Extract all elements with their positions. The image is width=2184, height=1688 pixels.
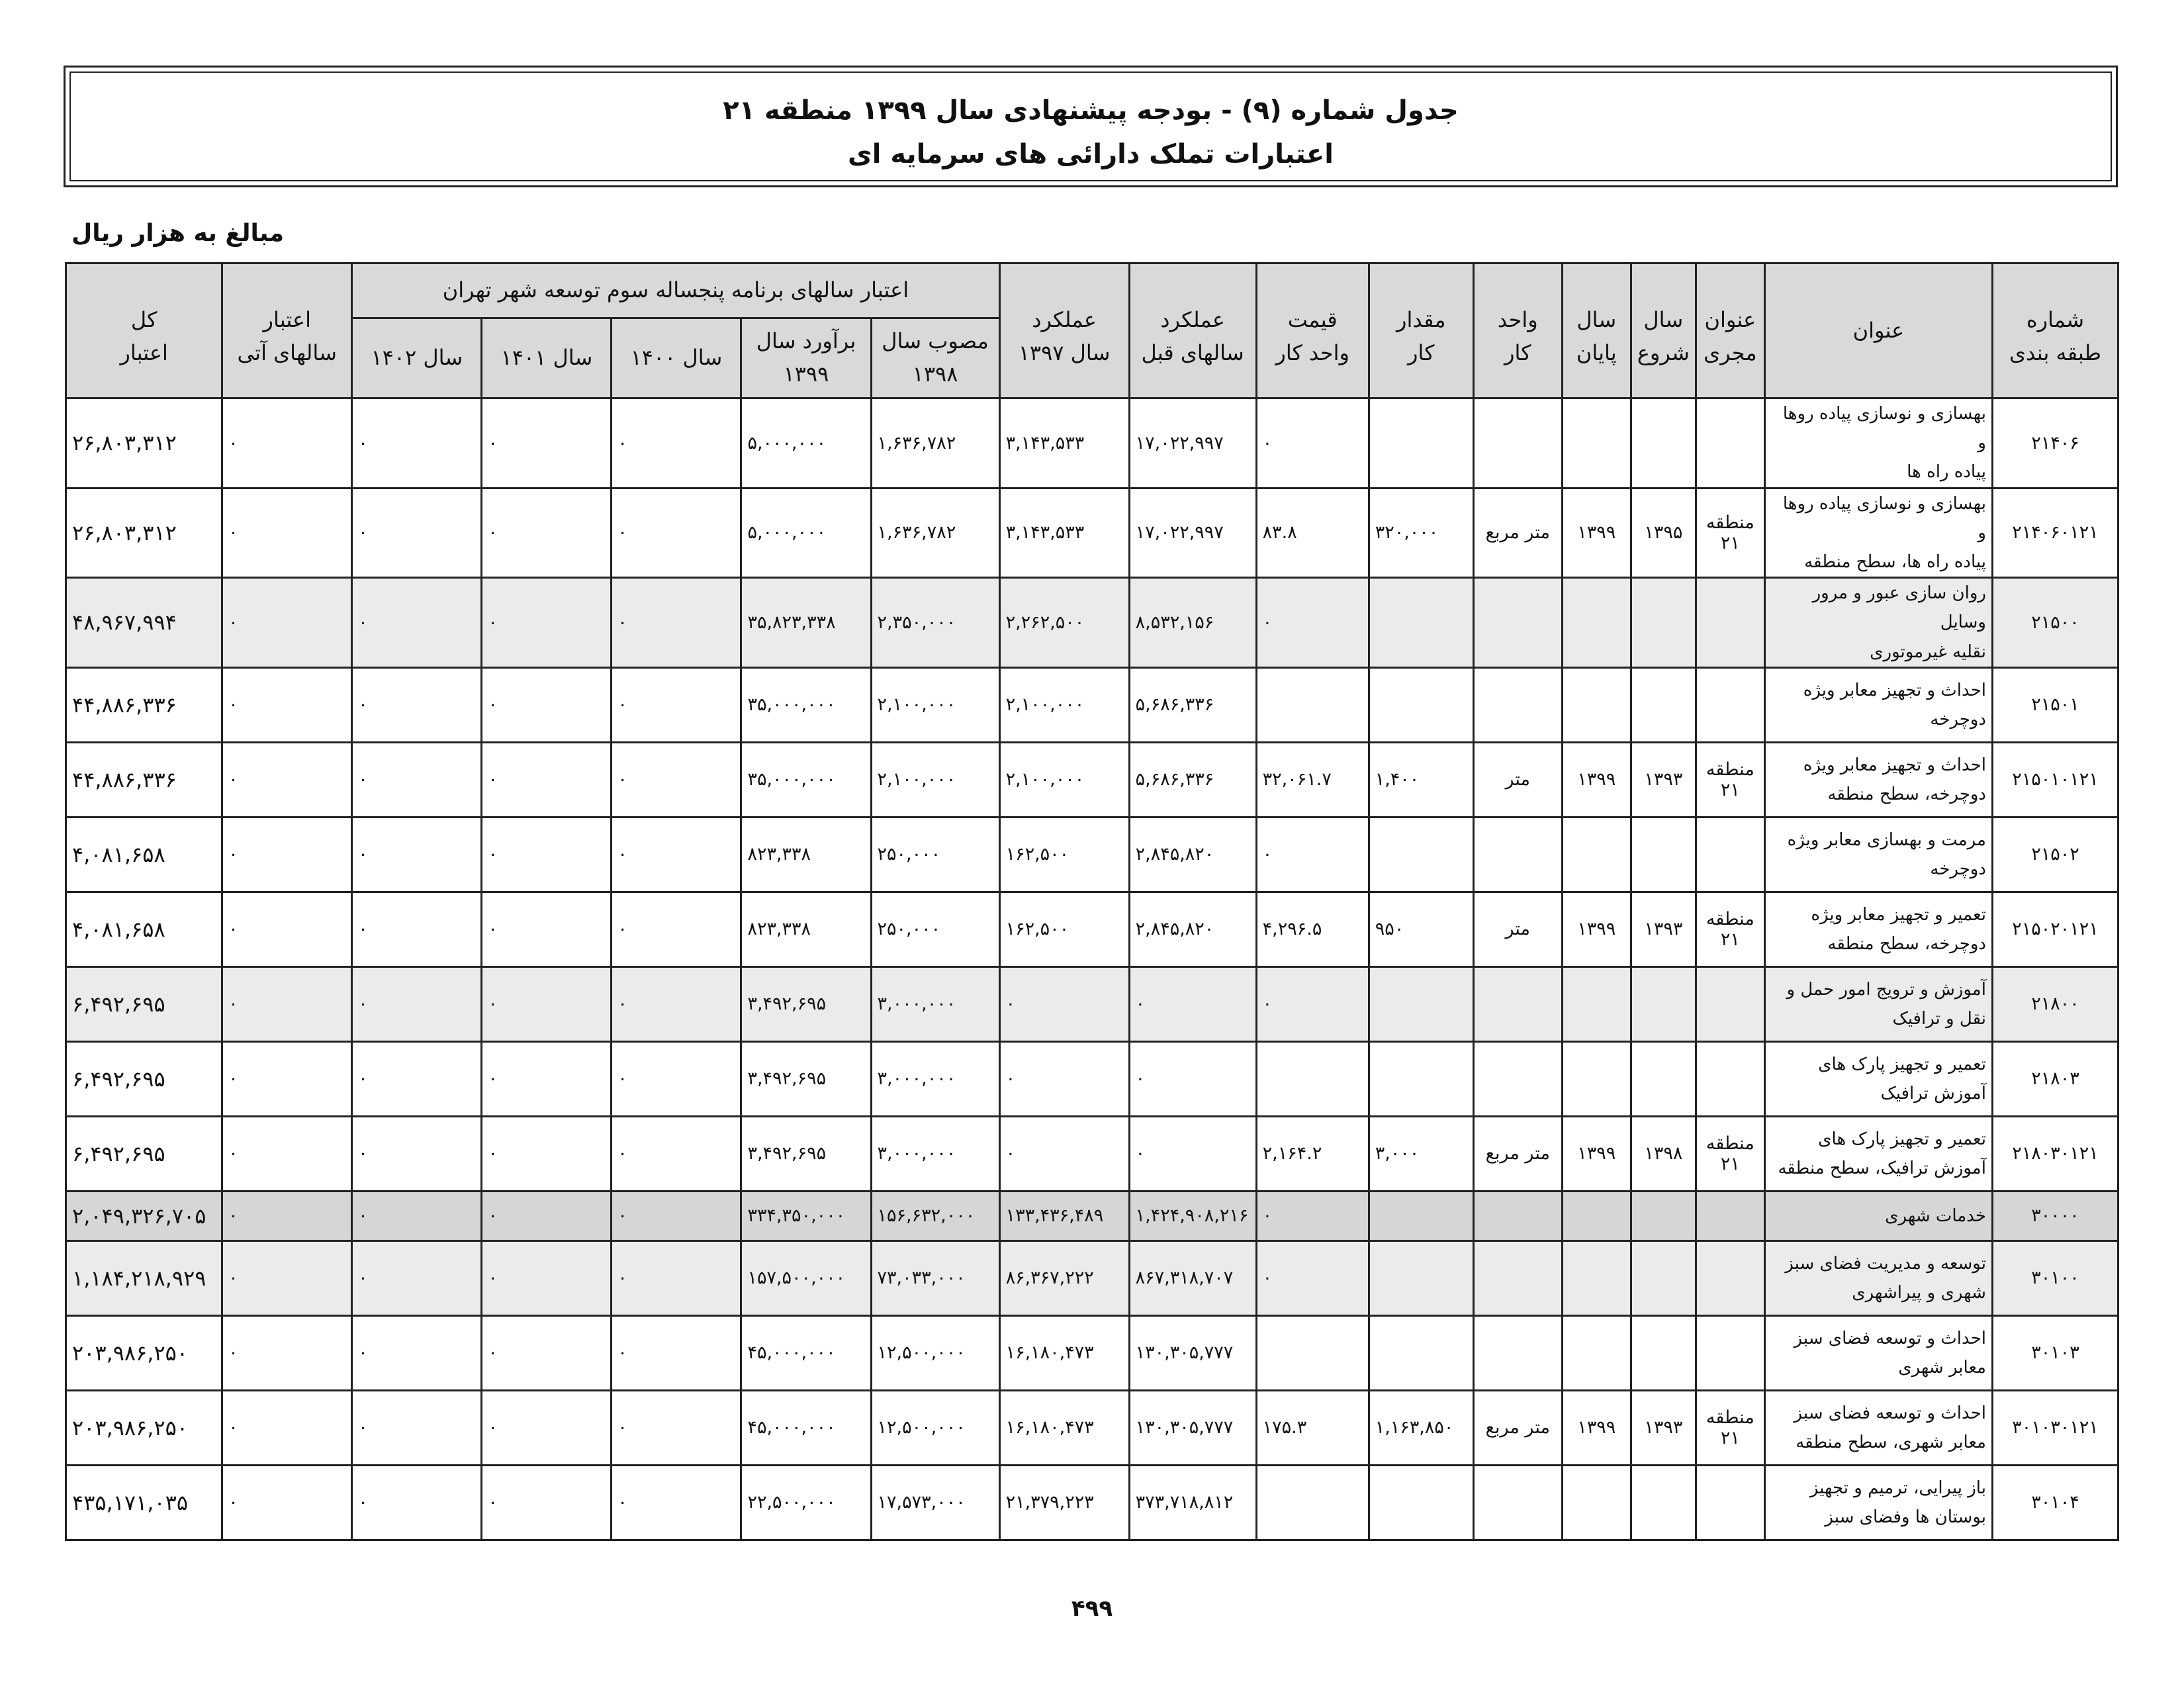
cell-total: ۲۶,۸۰۳,۳۱۲ bbox=[66, 488, 222, 578]
cell-start-year bbox=[1631, 667, 1696, 742]
cell-unit bbox=[1473, 1315, 1562, 1390]
cell-estimate-1399: ۱۵۷,۵۰۰,۰۰۰ bbox=[741, 1241, 871, 1315]
cell-unit-price: ۰ bbox=[1256, 578, 1369, 668]
cell-total: ۶,۴۹۲,۶۹۵ bbox=[66, 966, 222, 1041]
cell-unit-price: ۰ bbox=[1256, 399, 1369, 489]
cell-executor: منطقه ۲۱ bbox=[1696, 488, 1764, 578]
cell-approved-1398: ۳,۰۰۰,۰۰۰ bbox=[871, 1116, 999, 1191]
cell-year-1400: ۰ bbox=[612, 578, 741, 668]
cell-quantity: ۹۵۰ bbox=[1369, 892, 1473, 966]
cell-year-1401: ۰ bbox=[482, 399, 612, 489]
cell-perf-1397: ۱۶,۱۸۰,۴۷۳ bbox=[999, 1315, 1129, 1390]
cell-quantity bbox=[1369, 578, 1473, 668]
col-total: کل اعتبار bbox=[66, 263, 222, 399]
cell-title: باز پیرایی، ترمیم و تجهیز بوستان ها وفضای سبز bbox=[1764, 1465, 1992, 1540]
cell-estimate-1399: ۵,۰۰۰,۰۰۰ bbox=[741, 399, 871, 489]
cell-title: احداث و تجهیز معابر ویژه دوچرخه، سطح منطقه bbox=[1764, 742, 1992, 817]
col-perf-prior: عملکرد سالهای قبل bbox=[1129, 263, 1256, 399]
col-class-no: شماره طبقه بندی bbox=[1992, 263, 2118, 399]
cell-unit: متر bbox=[1473, 892, 1562, 966]
cell-year-1401: ۰ bbox=[482, 578, 612, 668]
cell-perf-1397: ۱۶۲,۵۰۰ bbox=[999, 817, 1129, 892]
cell-year-1400: ۰ bbox=[612, 1191, 741, 1241]
cell-unit bbox=[1473, 578, 1562, 668]
cell-future: ۰ bbox=[222, 399, 352, 489]
cell-perf-1397: ۲,۱۰۰,۰۰۰ bbox=[999, 667, 1129, 742]
cell-year-1402: ۰ bbox=[352, 1390, 482, 1465]
table-header bbox=[66, 263, 2118, 399]
cell-year-1401: ۰ bbox=[482, 1315, 612, 1390]
cell-title: آموزش و ترویج امور حمل و نقل و ترافیک bbox=[1764, 966, 1992, 1041]
table-row bbox=[66, 1390, 2118, 1465]
cell-year-1401: ۰ bbox=[482, 742, 612, 817]
col-approved-1398: مصوب سال ۱۳۹۸ bbox=[871, 318, 999, 399]
cell-year-1400: ۰ bbox=[612, 1315, 741, 1390]
table-row bbox=[66, 578, 2118, 668]
cell-unit-price: ۸۳.۸ bbox=[1256, 488, 1369, 578]
cell-perf-prior: ۲,۸۴۵,۸۲۰ bbox=[1129, 892, 1256, 966]
cell-year-1401: ۰ bbox=[482, 667, 612, 742]
cell-year-1401: ۰ bbox=[482, 1241, 612, 1315]
cell-year-1402: ۰ bbox=[352, 1041, 482, 1116]
cell-end-year bbox=[1562, 966, 1631, 1041]
cell-perf-1397: ۱۳۳,۴۳۶,۴۸۹ bbox=[999, 1191, 1129, 1241]
cell-year-1400: ۰ bbox=[612, 1041, 741, 1116]
cell-end-year bbox=[1562, 1315, 1631, 1390]
cell-title: بهسازی و نوسازی پیاده روها و پیاده راه ها bbox=[1764, 399, 1992, 489]
cell-quantity bbox=[1369, 817, 1473, 892]
cell-approved-1398: ۱۲,۵۰۰,۰۰۰ bbox=[871, 1390, 999, 1465]
cell-end-year: ۱۳۹۹ bbox=[1562, 1116, 1631, 1191]
cell-quantity bbox=[1369, 966, 1473, 1041]
col-executor: عنوان مجری bbox=[1696, 263, 1764, 399]
cell-year-1402: ۰ bbox=[352, 667, 482, 742]
cell-unit-price: ۳۲,۰۶۱.۷ bbox=[1256, 742, 1369, 817]
cell-unit: متر مربع bbox=[1473, 488, 1562, 578]
cell-approved-1398: ۲,۱۰۰,۰۰۰ bbox=[871, 742, 999, 817]
cell-perf-prior: ۱۷,۰۲۲,۹۹۷ bbox=[1129, 488, 1256, 578]
cell-estimate-1399: ۳۵,۸۲۳,۳۳۸ bbox=[741, 578, 871, 668]
cell-end-year bbox=[1562, 1241, 1631, 1315]
col-future: اعتبار سالهای آتی bbox=[222, 263, 352, 399]
cell-perf-1397: ۰ bbox=[999, 966, 1129, 1041]
cell-total: ۴,۰۸۱,۶۵۸ bbox=[66, 892, 222, 966]
table-row bbox=[66, 817, 2118, 892]
cell-unit-price: ۰ bbox=[1256, 1191, 1369, 1241]
cell-class-no: ۲۱۵۰۱۰۱۲۱ bbox=[1992, 742, 2118, 817]
col-year-1401: سال ۱۴۰۱ bbox=[482, 318, 612, 399]
cell-future: ۰ bbox=[222, 892, 352, 966]
cell-class-no: ۲۱۸۰۳۰۱۲۱ bbox=[1992, 1116, 2118, 1191]
cell-year-1401: ۰ bbox=[482, 1465, 612, 1540]
cell-unit bbox=[1473, 1465, 1562, 1540]
col-year-1400: سال ۱۴۰۰ bbox=[612, 318, 741, 399]
cell-year-1402: ۰ bbox=[352, 1116, 482, 1191]
col-end-year: سال پایان bbox=[1562, 263, 1631, 399]
cell-estimate-1399: ۵,۰۰۰,۰۰۰ bbox=[741, 488, 871, 578]
cell-perf-prior: ۰ bbox=[1129, 966, 1256, 1041]
cell-future: ۰ bbox=[222, 1191, 352, 1241]
cell-class-no: ۲۱۴۰۶ bbox=[1992, 399, 2118, 489]
cell-perf-prior: ۱,۴۲۴,۹۰۸,۲۱۶ bbox=[1129, 1191, 1256, 1241]
units-note: مبالغ به هزار ریال bbox=[71, 220, 284, 247]
col-perf-1397: عملکرد سال ۱۳۹۷ bbox=[999, 263, 1129, 399]
cell-perf-prior: ۵,۶۸۶,۳۳۶ bbox=[1129, 742, 1256, 817]
cell-class-no: ۲۱۸۰۳ bbox=[1992, 1041, 2118, 1116]
cell-quantity bbox=[1369, 1241, 1473, 1315]
cell-year-1401: ۰ bbox=[482, 892, 612, 966]
cell-total: ۲۶,۸۰۳,۳۱۲ bbox=[66, 399, 222, 489]
cell-year-1402: ۰ bbox=[352, 1465, 482, 1540]
cell-year-1402: ۰ bbox=[352, 1315, 482, 1390]
table-row bbox=[66, 399, 2118, 489]
cell-title: احداث و توسعه فضای سبز معابر شهری bbox=[1764, 1315, 1992, 1390]
cell-unit bbox=[1473, 966, 1562, 1041]
cell-title: تعمیر و تجهیز پارک های آموزش ترافیک bbox=[1764, 1041, 1992, 1116]
cell-future: ۰ bbox=[222, 742, 352, 817]
cell-executor bbox=[1696, 1465, 1764, 1540]
cell-start-year: ۱۳۹۵ bbox=[1631, 488, 1696, 578]
cell-start-year: ۱۳۹۳ bbox=[1631, 1390, 1696, 1465]
cell-estimate-1399: ۳,۴۹۲,۶۹۵ bbox=[741, 966, 871, 1041]
cell-start-year: ۱۳۹۳ bbox=[1631, 892, 1696, 966]
table-row bbox=[66, 1315, 2118, 1390]
cell-start-year: ۱۳۹۳ bbox=[1631, 742, 1696, 817]
cell-executor bbox=[1696, 578, 1764, 668]
cell-perf-prior: ۲,۸۴۵,۸۲۰ bbox=[1129, 817, 1256, 892]
cell-unit-price: ۱۷۵.۳ bbox=[1256, 1390, 1369, 1465]
cell-year-1402: ۰ bbox=[352, 578, 482, 668]
cell-estimate-1399: ۸۲۳,۳۳۸ bbox=[741, 817, 871, 892]
cell-unit bbox=[1473, 399, 1562, 489]
cell-unit-price bbox=[1256, 1041, 1369, 1116]
col-plan-group: اعتبار سالهای برنامه پنجساله سوم توسعه شهر تهران bbox=[352, 263, 999, 318]
cell-end-year: ۱۳۹۹ bbox=[1562, 742, 1631, 817]
cell-executor bbox=[1696, 817, 1764, 892]
cell-year-1402: ۰ bbox=[352, 1241, 482, 1315]
cell-year-1401: ۰ bbox=[482, 1191, 612, 1241]
cell-approved-1398: ۱۷,۵۷۳,۰۰۰ bbox=[871, 1465, 999, 1540]
cell-start-year: ۱۳۹۸ bbox=[1631, 1116, 1696, 1191]
cell-title: مرمت و بهسازی معابر ویژه دوچرخه bbox=[1764, 817, 1992, 892]
cell-unit bbox=[1473, 1041, 1562, 1116]
cell-start-year bbox=[1631, 1191, 1696, 1241]
cell-start-year bbox=[1631, 966, 1696, 1041]
cell-estimate-1399: ۲۲,۵۰۰,۰۰۰ bbox=[741, 1465, 871, 1540]
cell-perf-1397: ۰ bbox=[999, 1116, 1129, 1191]
cell-approved-1398: ۱۵۶,۶۳۲,۰۰۰ bbox=[871, 1191, 999, 1241]
cell-perf-1397: ۱۶,۱۸۰,۴۷۳ bbox=[999, 1390, 1129, 1465]
cell-end-year bbox=[1562, 1041, 1631, 1116]
cell-executor bbox=[1696, 1041, 1764, 1116]
cell-executor bbox=[1696, 1315, 1764, 1390]
cell-future: ۰ bbox=[222, 488, 352, 578]
cell-end-year bbox=[1562, 817, 1631, 892]
cell-total: ۱,۱۸۴,۲۱۸,۹۲۹ bbox=[66, 1241, 222, 1315]
cell-unit-price bbox=[1256, 667, 1369, 742]
cell-year-1402: ۰ bbox=[352, 1191, 482, 1241]
cell-start-year bbox=[1631, 578, 1696, 668]
title-box bbox=[64, 66, 2118, 187]
cell-estimate-1399: ۳,۴۹۲,۶۹۵ bbox=[741, 1116, 871, 1191]
cell-future: ۰ bbox=[222, 578, 352, 668]
cell-end-year: ۱۳۹۹ bbox=[1562, 892, 1631, 966]
cell-quantity: ۱,۱۶۳,۸۵۰ bbox=[1369, 1390, 1473, 1465]
cell-total: ۶,۴۹۲,۶۹۵ bbox=[66, 1116, 222, 1191]
cell-estimate-1399: ۳۳۴,۳۵۰,۰۰۰ bbox=[741, 1191, 871, 1241]
cell-year-1400: ۰ bbox=[612, 742, 741, 817]
cell-total: ۴,۰۸۱,۶۵۸ bbox=[66, 817, 222, 892]
cell-quantity: ۳,۰۰۰ bbox=[1369, 1116, 1473, 1191]
cell-total: ۲,۰۴۹,۳۲۶,۷۰۵ bbox=[66, 1191, 222, 1241]
cell-perf-prior: ۸۶۷,۳۱۸,۷۰۷ bbox=[1129, 1241, 1256, 1315]
cell-perf-prior: ۰ bbox=[1129, 1116, 1256, 1191]
cell-title: خدمات شهری bbox=[1764, 1191, 1992, 1241]
cell-unit-price bbox=[1256, 1315, 1369, 1390]
cell-future: ۰ bbox=[222, 817, 352, 892]
cell-estimate-1399: ۳۵,۰۰۰,۰۰۰ bbox=[741, 742, 871, 817]
cell-executor: منطقه ۲۱ bbox=[1696, 892, 1764, 966]
cell-approved-1398: ۲,۱۰۰,۰۰۰ bbox=[871, 667, 999, 742]
cell-start-year bbox=[1631, 817, 1696, 892]
cell-quantity: ۱,۴۰۰ bbox=[1369, 742, 1473, 817]
cell-executor bbox=[1696, 399, 1764, 489]
cell-end-year bbox=[1562, 1191, 1631, 1241]
cell-unit: متر مربع bbox=[1473, 1116, 1562, 1191]
cell-end-year bbox=[1562, 399, 1631, 489]
cell-total: ۶,۴۹۲,۶۹۵ bbox=[66, 1041, 222, 1116]
cell-perf-1397: ۲,۲۶۲,۵۰۰ bbox=[999, 578, 1129, 668]
cell-class-no: ۲۱۴۰۶۰۱۲۱ bbox=[1992, 488, 2118, 578]
cell-perf-1397: ۰ bbox=[999, 1041, 1129, 1116]
cell-executor bbox=[1696, 966, 1764, 1041]
table-subtitle: اعتبارات تملک دارائی های سرمایه ای bbox=[848, 139, 1334, 169]
cell-future: ۰ bbox=[222, 1315, 352, 1390]
cell-class-no: ۳۰۱۰۳ bbox=[1992, 1315, 2118, 1390]
cell-class-no: ۲۱۵۰۲ bbox=[1992, 817, 2118, 892]
cell-executor: منطقه ۲۱ bbox=[1696, 1390, 1764, 1465]
cell-year-1400: ۰ bbox=[612, 1241, 741, 1315]
cell-title: احداث و تجهیز معابر ویژه دوچرخه bbox=[1764, 667, 1992, 742]
cell-approved-1398: ۱,۶۳۶,۷۸۲ bbox=[871, 488, 999, 578]
cell-year-1400: ۰ bbox=[612, 1465, 741, 1540]
cell-quantity bbox=[1369, 1041, 1473, 1116]
cell-perf-1397: ۲۱,۳۷۹,۲۲۳ bbox=[999, 1465, 1129, 1540]
cell-total: ۲۰۳,۹۸۶,۲۵۰ bbox=[66, 1315, 222, 1390]
table-row bbox=[66, 667, 2118, 742]
cell-approved-1398: ۱,۶۳۶,۷۸۲ bbox=[871, 399, 999, 489]
cell-quantity bbox=[1369, 1315, 1473, 1390]
cell-executor: منطقه ۲۱ bbox=[1696, 1116, 1764, 1191]
cell-unit-price: ۰ bbox=[1256, 1241, 1369, 1315]
cell-perf-1397: ۸۶,۳۶۷,۲۲۲ bbox=[999, 1241, 1129, 1315]
cell-year-1402: ۰ bbox=[352, 742, 482, 817]
cell-perf-1397: ۲,۱۰۰,۰۰۰ bbox=[999, 742, 1129, 817]
cell-end-year bbox=[1562, 578, 1631, 668]
cell-executor bbox=[1696, 1241, 1764, 1315]
cell-start-year bbox=[1631, 1241, 1696, 1315]
cell-title: تعمیر و تجهیز معابر ویژه دوچرخه، سطح منطقه bbox=[1764, 892, 1992, 966]
cell-quantity bbox=[1369, 667, 1473, 742]
cell-unit bbox=[1473, 667, 1562, 742]
cell-total: ۴۴,۸۸۶,۳۳۶ bbox=[66, 667, 222, 742]
cell-estimate-1399: ۸۲۳,۳۳۸ bbox=[741, 892, 871, 966]
cell-unit-price bbox=[1256, 1465, 1369, 1540]
cell-total: ۴۳۵,۱۷۱,۰۳۵ bbox=[66, 1465, 222, 1540]
table-row bbox=[66, 1116, 2118, 1191]
cell-perf-prior: ۱۷,۰۲۲,۹۹۷ bbox=[1129, 399, 1256, 489]
title-box-inner bbox=[69, 71, 2112, 181]
table-row bbox=[66, 488, 2118, 578]
col-unit: واحد کار bbox=[1473, 263, 1562, 399]
col-unit-price: قیمت واحد کار bbox=[1256, 263, 1369, 399]
cell-estimate-1399: ۴۵,۰۰۰,۰۰۰ bbox=[741, 1390, 871, 1465]
table-row bbox=[66, 742, 2118, 817]
cell-perf-1397: ۳,۱۴۳,۵۳۳ bbox=[999, 399, 1129, 489]
cell-year-1402: ۰ bbox=[352, 488, 482, 578]
cell-unit bbox=[1473, 1241, 1562, 1315]
cell-title: تعمیر و تجهیز پارک های آموزش ترافیک، سطح منطقه bbox=[1764, 1116, 1992, 1191]
cell-executor: منطقه ۲۱ bbox=[1696, 742, 1764, 817]
cell-year-1400: ۰ bbox=[612, 488, 741, 578]
cell-title: احداث و توسعه فضای سبز معابر شهری، سطح منطقه bbox=[1764, 1390, 1992, 1465]
cell-approved-1398: ۳,۰۰۰,۰۰۰ bbox=[871, 1041, 999, 1116]
cell-perf-prior: ۱۳۰,۳۰۵,۷۷۷ bbox=[1129, 1315, 1256, 1390]
cell-perf-1397: ۱۶۲,۵۰۰ bbox=[999, 892, 1129, 966]
table-body bbox=[66, 399, 2118, 1540]
cell-total: ۴۴,۸۸۶,۳۳۶ bbox=[66, 742, 222, 817]
cell-future: ۰ bbox=[222, 667, 352, 742]
cell-executor bbox=[1696, 667, 1764, 742]
table-row bbox=[66, 1241, 2118, 1315]
cell-future: ۰ bbox=[222, 1041, 352, 1116]
cell-class-no: ۲۱۵۰۰ bbox=[1992, 578, 2118, 668]
cell-quantity bbox=[1369, 1465, 1473, 1540]
cell-unit bbox=[1473, 817, 1562, 892]
cell-year-1402: ۰ bbox=[352, 892, 482, 966]
table-row bbox=[66, 1041, 2118, 1116]
table-row bbox=[66, 1191, 2118, 1241]
page-number: ۴۹۹ bbox=[1071, 1595, 1113, 1622]
cell-end-year: ۱۳۹۹ bbox=[1562, 488, 1631, 578]
cell-approved-1398: ۲۵۰,۰۰۰ bbox=[871, 817, 999, 892]
cell-executor bbox=[1696, 1191, 1764, 1241]
cell-year-1400: ۰ bbox=[612, 399, 741, 489]
cell-perf-1397: ۳,۱۴۳,۵۳۳ bbox=[999, 488, 1129, 578]
cell-perf-prior: ۰ bbox=[1129, 1041, 1256, 1116]
table-row bbox=[66, 966, 2118, 1041]
cell-year-1401: ۰ bbox=[482, 1116, 612, 1191]
cell-class-no: ۲۱۵۰۲۰۱۲۱ bbox=[1992, 892, 2118, 966]
cell-quantity bbox=[1369, 399, 1473, 489]
table-title: جدول شماره (۹) - بودجه پیشنهادی سال ۱۳۹۹ منطقه ۲۱ bbox=[723, 95, 1459, 126]
cell-estimate-1399: ۴۵,۰۰۰,۰۰۰ bbox=[741, 1315, 871, 1390]
cell-future: ۰ bbox=[222, 1465, 352, 1540]
cell-future: ۰ bbox=[222, 1241, 352, 1315]
cell-unit-price: ۰ bbox=[1256, 966, 1369, 1041]
cell-future: ۰ bbox=[222, 1116, 352, 1191]
cell-year-1400: ۰ bbox=[612, 966, 741, 1041]
cell-year-1401: ۰ bbox=[482, 966, 612, 1041]
cell-unit-price: ۰ bbox=[1256, 817, 1369, 892]
cell-end-year bbox=[1562, 1465, 1631, 1540]
cell-unit-price: ۴,۲۹۶.۵ bbox=[1256, 892, 1369, 966]
cell-approved-1398: ۳,۰۰۰,۰۰۰ bbox=[871, 966, 999, 1041]
cell-class-no: ۳۰۱۰۰ bbox=[1992, 1241, 2118, 1315]
cell-year-1402: ۰ bbox=[352, 966, 482, 1041]
cell-class-no: ۳۰۱۰۴ bbox=[1992, 1465, 2118, 1540]
cell-unit: متر مربع bbox=[1473, 1390, 1562, 1465]
cell-total: ۴۸,۹۶۷,۹۹۴ bbox=[66, 578, 222, 668]
cell-quantity: ۳۲۰,۰۰۰ bbox=[1369, 488, 1473, 578]
cell-approved-1398: ۷۳,۰۳۳,۰۰۰ bbox=[871, 1241, 999, 1315]
cell-estimate-1399: ۳,۴۹۲,۶۹۵ bbox=[741, 1041, 871, 1116]
cell-class-no: ۳۰۱۰۳۰۱۲۱ bbox=[1992, 1390, 2118, 1465]
cell-start-year bbox=[1631, 399, 1696, 489]
cell-perf-prior: ۵,۶۸۶,۳۳۶ bbox=[1129, 667, 1256, 742]
cell-unit bbox=[1473, 1191, 1562, 1241]
cell-approved-1398: ۱۲,۵۰۰,۰۰۰ bbox=[871, 1315, 999, 1390]
table-row bbox=[66, 892, 2118, 966]
table-row bbox=[66, 1465, 2118, 1540]
cell-year-1400: ۰ bbox=[612, 667, 741, 742]
cell-year-1402: ۰ bbox=[352, 817, 482, 892]
cell-start-year bbox=[1631, 1041, 1696, 1116]
cell-year-1400: ۰ bbox=[612, 1390, 741, 1465]
cell-total: ۲۰۳,۹۸۶,۲۵۰ bbox=[66, 1390, 222, 1465]
cell-year-1402: ۰ bbox=[352, 399, 482, 489]
cell-year-1401: ۰ bbox=[482, 817, 612, 892]
cell-end-year: ۱۳۹۹ bbox=[1562, 1390, 1631, 1465]
cell-quantity bbox=[1369, 1191, 1473, 1241]
budget-table bbox=[65, 262, 2119, 1541]
cell-unit-price: ۲,۱۶۴.۲ bbox=[1256, 1116, 1369, 1191]
col-quantity: مقدار کار bbox=[1369, 263, 1473, 399]
col-estimate-1399: برآورد سال ۱۳۹۹ bbox=[741, 318, 871, 399]
cell-future: ۰ bbox=[222, 1390, 352, 1465]
cell-year-1401: ۰ bbox=[482, 1041, 612, 1116]
cell-class-no: ۲۱۵۰۱ bbox=[1992, 667, 2118, 742]
cell-start-year bbox=[1631, 1465, 1696, 1540]
cell-estimate-1399: ۳۵,۰۰۰,۰۰۰ bbox=[741, 667, 871, 742]
cell-start-year bbox=[1631, 1315, 1696, 1390]
cell-year-1401: ۰ bbox=[482, 1390, 612, 1465]
cell-future: ۰ bbox=[222, 966, 352, 1041]
cell-end-year bbox=[1562, 667, 1631, 742]
cell-year-1400: ۰ bbox=[612, 817, 741, 892]
cell-year-1401: ۰ bbox=[482, 488, 612, 578]
cell-unit: متر bbox=[1473, 742, 1562, 817]
cell-class-no: ۲۱۸۰۰ bbox=[1992, 966, 2118, 1041]
cell-class-no: ۳۰۰۰۰ bbox=[1992, 1191, 2118, 1241]
cell-title: توسعه و مدیریت فضای سبز شهری و پیراشهری bbox=[1764, 1241, 1992, 1315]
col-year-1402: سال ۱۴۰۲ bbox=[352, 318, 482, 399]
cell-title: روان سازی عبور و مرور وسایل نقلیه غیرموتوری bbox=[1764, 578, 1992, 668]
col-title: عنوان bbox=[1764, 263, 1992, 399]
cell-perf-prior: ۸,۵۳۲,۱۵۶ bbox=[1129, 578, 1256, 668]
cell-perf-prior: ۳۷۳,۷۱۸,۸۱۲ bbox=[1129, 1465, 1256, 1540]
cell-approved-1398: ۲,۳۵۰,۰۰۰ bbox=[871, 578, 999, 668]
cell-year-1400: ۰ bbox=[612, 892, 741, 966]
col-start-year: سال شروع bbox=[1631, 263, 1696, 399]
cell-approved-1398: ۲۵۰,۰۰۰ bbox=[871, 892, 999, 966]
cell-perf-prior: ۱۳۰,۳۰۵,۷۷۷ bbox=[1129, 1390, 1256, 1465]
cell-title: بهسازی و نوسازی پیاده روها و پیاده راه ها، سطح منطقه bbox=[1764, 488, 1992, 578]
cell-year-1400: ۰ bbox=[612, 1116, 741, 1191]
